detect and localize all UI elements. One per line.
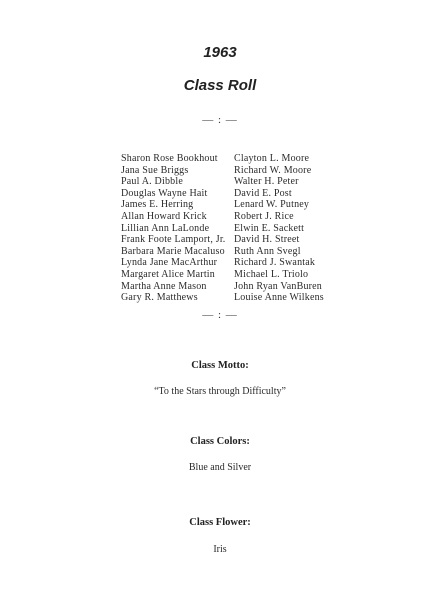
student-name: Douglas Wayne Hait (121, 187, 208, 199)
class-colors-label: Class Colors: (190, 436, 250, 447)
student-name: Elwin E. Sackett (234, 222, 305, 234)
student-name: Jana Sue Briggs (121, 164, 189, 176)
student-name: Clayton L. Moore (234, 153, 310, 164)
student-name: Walter H. Peter (234, 176, 299, 188)
student-name: Louise Anne Wilkens (234, 292, 324, 304)
page-year: 1963 (203, 44, 237, 61)
class-roll-left-column (121, 153, 226, 304)
student-name: Frank Foote Lamport, Jr. (121, 234, 226, 246)
student-name: Sharon Rose Bookhout (121, 153, 218, 164)
student-name: Paul A. Dibble (121, 176, 183, 188)
student-name: Lynda Jane MacArthur (121, 257, 218, 269)
class-flower-label: Class Flower: (189, 517, 251, 528)
class-motto-label: Class Motto: (191, 360, 249, 371)
student-name: Lillian Ann LaLonde (121, 222, 210, 234)
student-name: David H. Street (234, 234, 300, 246)
class-roll-right-column (234, 153, 324, 304)
student-name: Richard W. Moore (234, 164, 312, 176)
class-colors-value: Blue and Silver (188, 462, 252, 473)
student-name: Martha Anne Mason (121, 280, 207, 292)
divider-bottom: — : — (202, 309, 238, 321)
student-name: Margaret Alice Martin (121, 268, 215, 280)
student-name: James E. Herring (121, 199, 194, 211)
student-name: Barbara Marie Macaluso (121, 245, 225, 257)
student-name: David E. Post (234, 187, 292, 199)
student-name: Lenard W. Putney (234, 199, 310, 211)
class-motto-value: “To the Stars through Difficulty” (154, 386, 286, 397)
student-name: Robert J. Rice (234, 210, 294, 222)
page-title: Class Roll (183, 77, 257, 94)
student-name: Ruth Ann Svegl (234, 245, 301, 257)
divider-top: — : — (202, 114, 238, 126)
class-flower-value: Iris (213, 544, 227, 555)
student-name: Allan Howard Krick (121, 210, 207, 222)
student-name: Michael L. Triolo (234, 268, 309, 280)
student-name: Richard J. Swantak (234, 257, 316, 269)
student-name: Gary R. Matthews (121, 292, 198, 304)
student-name: John Ryan VanBuren (234, 280, 323, 292)
